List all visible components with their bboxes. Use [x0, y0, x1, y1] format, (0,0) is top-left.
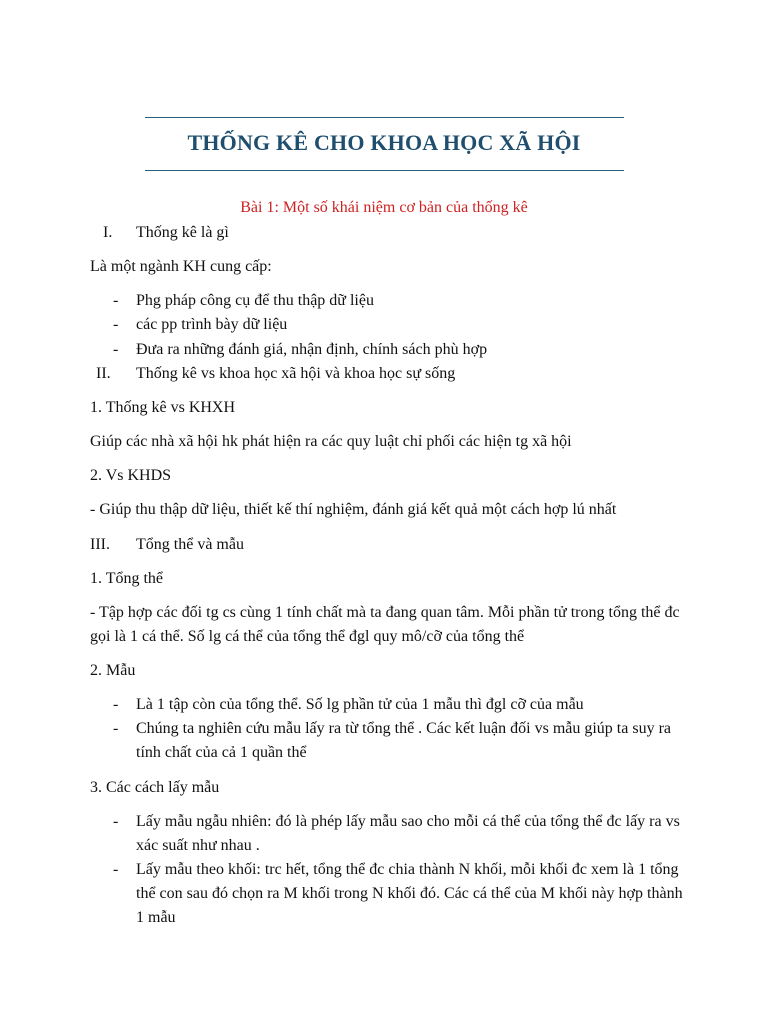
bullet-dash: -	[113, 292, 119, 309]
section-2-number: II.	[96, 365, 111, 382]
list-item: các pp trình bày dữ liệu	[136, 316, 288, 333]
bullet-dash: -	[113, 316, 119, 333]
section-1-heading: Thống kê là gì	[136, 224, 229, 241]
list-item: Phg pháp công cụ để thu thập dữ liệu	[136, 292, 374, 309]
top-rule	[145, 117, 624, 118]
bullet-dash: -	[113, 813, 119, 830]
bullet-dash: -	[113, 720, 119, 737]
bullet-dash: -	[113, 861, 119, 878]
paragraph: - Tập hợp các đối tg cs cùng 1 tính chất mà ta đang quan tâm. Mỗi phần tử trong tổng thể đc gọi là 1 cá thể. Số lg cá thể của tổng thể đgl quy mô/cỡ của tổng thể	[90, 604, 680, 645]
list-item: Là 1 tập còn của tổng thể. Số lg phần tử của 1 mẫu thì đgl cỡ của mẫu	[136, 696, 584, 713]
section-3-number: III.	[90, 536, 110, 553]
section-3-heading: Tổng thể và mẫu	[136, 536, 244, 553]
bullet-dash: -	[113, 341, 119, 358]
section-2-heading: Thống kê vs khoa học xã hội và khoa học sự sống	[136, 365, 456, 382]
list-item: Đưa ra những đánh giá, nhận định, chính sách phù hợp	[136, 341, 488, 358]
list-item: Chúng ta nghiên cứu mẫu lấy ra từ tổng thể . Các kết luận đối vs mẫu giúp ta suy ra tính chất của cả 1 quần thể	[136, 720, 672, 761]
subsection-title: 1. Thống kê vs KHXH	[90, 399, 236, 416]
section-1-intro: Là một ngành KH cung cấp:	[90, 258, 272, 275]
document-title: THỐNG KÊ CHO KHOA HỌC XÃ HỘI	[187, 130, 581, 155]
list-item: Lấy mẫu theo khối: trc hết, tổng thể đc chia thành N khối, mỗi khối đc xem là 1 tổng thể con sau đó chọn ra M khối trong N khối đó. Các cá thể của M khối này hợp thành 1 mẫu	[136, 861, 683, 926]
paragraph: - Giúp thu thập dữ liệu, thiết kế thí nghiệm, đánh giá kết quả một cách hợp lú nhất	[90, 501, 617, 518]
paragraph: Giúp các nhà xã hội hk phát hiện ra các quy luật chỉ phối các hiện tg xã hội	[90, 433, 572, 450]
subsection-title: 1. Tổng thể	[90, 570, 164, 587]
bottom-rule	[145, 170, 624, 171]
subsection-title: 2. Mẫu	[90, 662, 136, 679]
subsection-title: 2. Vs KHDS	[90, 467, 172, 484]
section-1-number: I.	[103, 224, 113, 241]
subsection-title: 3. Các cách lấy mẫu	[90, 779, 220, 796]
lesson-title: Bài 1: Một số khái niệm cơ bản của thống kê	[240, 199, 528, 216]
list-item: Lấy mẫu ngẫu nhiên: đó là phép lấy mẫu sao cho mỗi cá thể của tổng thể đc lấy ra vs xác suất như nhau .	[136, 813, 680, 854]
bullet-dash: -	[113, 696, 119, 713]
